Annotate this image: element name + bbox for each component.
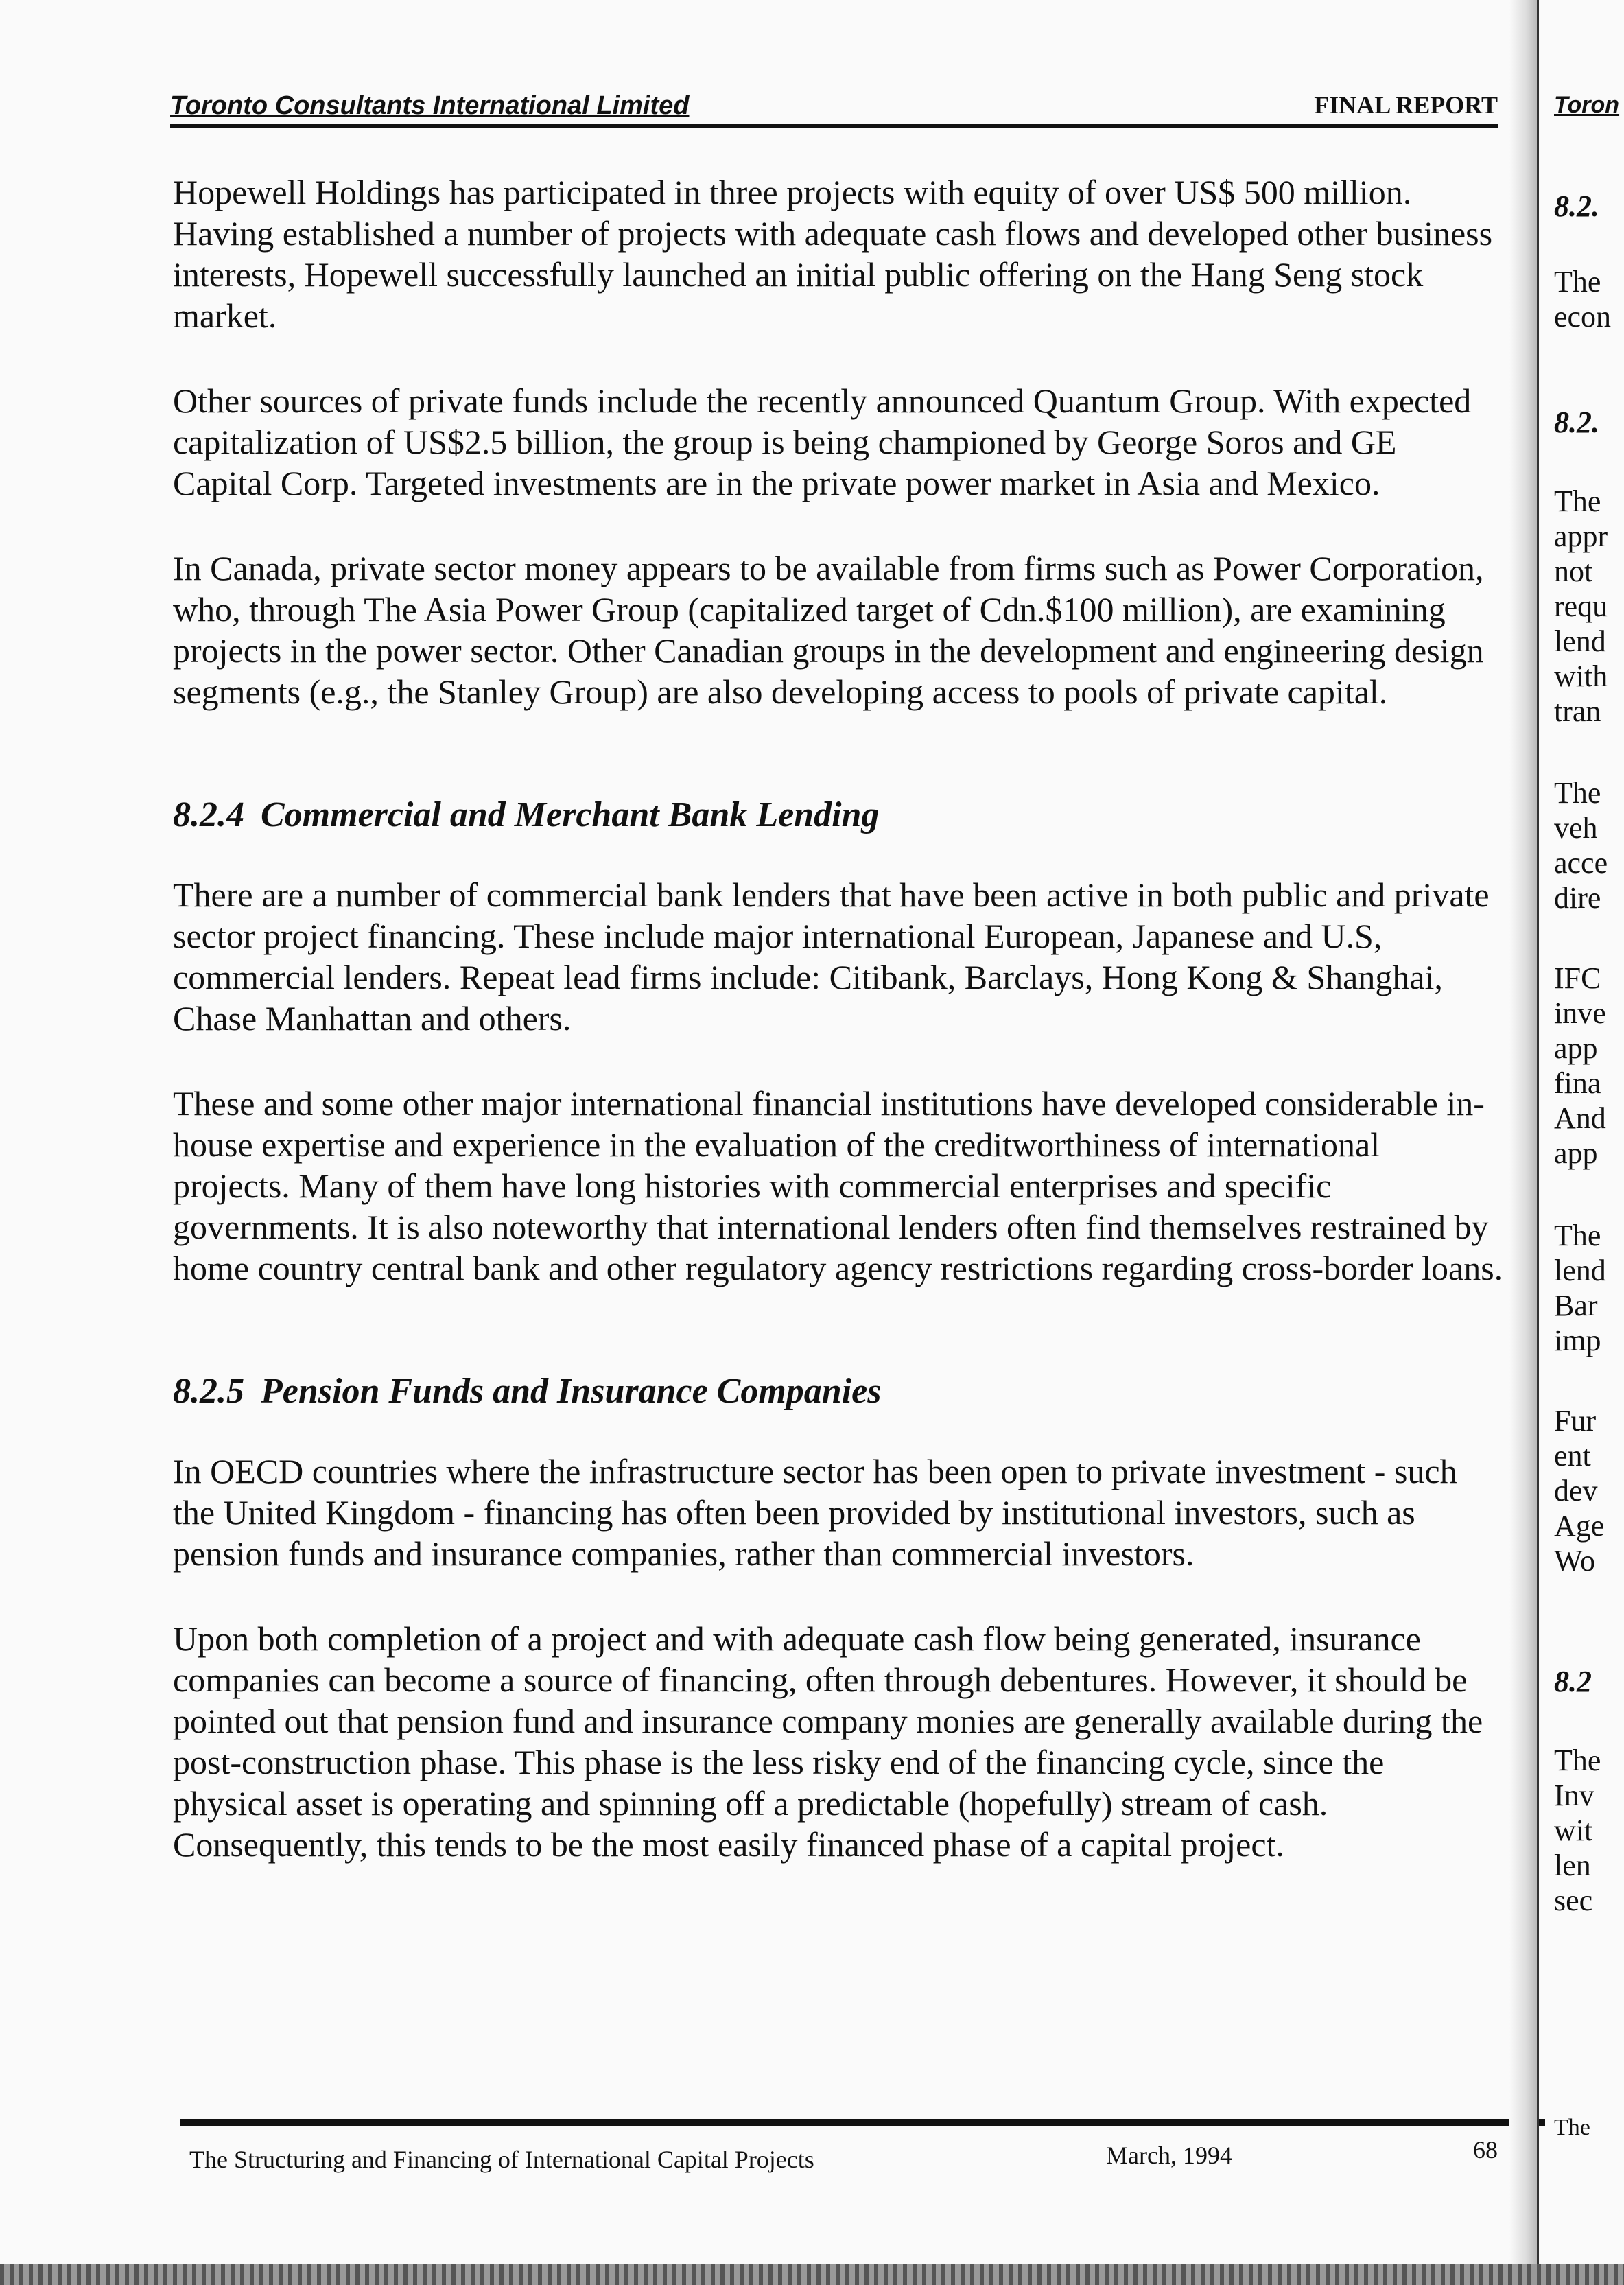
side-line: tran	[1554, 694, 1601, 728]
side-line: 8.2	[1554, 1665, 1592, 1698]
section-number: 8.2.5	[173, 1372, 244, 1411]
scan-edge	[0, 2264, 1624, 2285]
facing-page-fragment	[1537, 0, 1624, 2285]
side-line: with	[1554, 659, 1608, 693]
side-line: acce	[1554, 846, 1608, 880]
paragraph-oecd: In OECD countries where the infrastructure sector has been open to private investment - such the United Kingdom - financing has often been provided by institutional investors, such as pension funds and insurance companies, rather than commercial investors.	[173, 1452, 1457, 1573]
side-line: econ	[1554, 300, 1612, 333]
side-line: wit	[1554, 1814, 1593, 1847]
main-content	[173, 172, 1504, 1909]
side-line: app	[1554, 1136, 1598, 1170]
side-line: The	[1554, 484, 1601, 518]
side-line: And	[1554, 1101, 1606, 1135]
side-line: requ	[1554, 589, 1608, 623]
side-line: app	[1554, 1031, 1598, 1065]
side-line: veh	[1554, 811, 1598, 845]
section-heading-825	[173, 1371, 1504, 1412]
side-line: dire	[1554, 881, 1601, 915]
side-line: Bar	[1554, 1289, 1598, 1322]
side-line: len	[1554, 1849, 1591, 1882]
report-label: FINAL REPORT	[1314, 91, 1498, 119]
page-number: 68	[1473, 2136, 1498, 2164]
side-line: 8.2.	[1554, 189, 1599, 223]
side-line: sec	[1554, 1884, 1593, 1917]
footer-date: March, 1994	[1106, 2142, 1232, 2169]
side-line: The	[1554, 1219, 1601, 1252]
facing-page-header: Toron	[1554, 92, 1620, 118]
paragraph-commercial-lenders: There are a number of commercial bank lenders that have been active in both public and private sector project financing. These include major international European, Japanese and U.S, commercial lenders. Repeat lead firms include: Citibank, Barclays, Hong Kong & Shanghai, Chase Manhattan and others.	[173, 876, 1490, 1038]
paragraph-canada: In Canada, private sector money appears to be available from firms such as Power Corporation, who, through The Asia Power Group (capitalized target of Cdn.$100 million), are examining projects in the power sector. Other Canadian groups in the development and engineering design segments (e.g., the Stanley Group) are also developing access to pools of private capital.	[173, 549, 1484, 711]
side-line: ent	[1554, 1439, 1591, 1473]
page-fold-shadow	[1509, 0, 1537, 2285]
side-line: Age	[1554, 1509, 1605, 1543]
paragraph-quantum: Other sources of private funds include the recently announced Quantum Group. With expected capitalization of US$2.5 billion, the group is being championed by George Soros and GE Capital Corp. Targeted investments are in the private power market in Asia and Mexico.	[173, 382, 1472, 502]
side-line: Wo	[1554, 1544, 1596, 1578]
page-footer	[180, 2119, 1545, 2173]
side-line: dev	[1554, 1474, 1598, 1508]
side-line: Inv	[1554, 1779, 1594, 1812]
side-line: The	[1554, 1744, 1601, 1777]
side-line: Fur	[1554, 1404, 1597, 1438]
side-line: lend	[1554, 624, 1606, 658]
section-number: 8.2.4	[173, 795, 244, 834]
side-line: The	[1554, 2115, 1590, 2140]
section-title: Commercial and Merchant Bank Lending	[261, 795, 880, 834]
side-line: imp	[1554, 1324, 1601, 1357]
side-line: IFC	[1554, 961, 1601, 995]
side-line: appr	[1554, 519, 1608, 553]
company-name: Toronto Consultants International Limited	[170, 91, 690, 120]
section-title: Pension Funds and Insurance Companies	[261, 1372, 882, 1411]
side-line: The	[1554, 265, 1601, 298]
page-header	[170, 82, 1498, 128]
footer-document-title: The Structuring and Financing of International Capital Projects	[189, 2146, 814, 2173]
paragraph-hopewell: Hopewell Holdings has participated in three projects with equity of over US$ 500 million. Having established a number of projects with adequate cash flows and developed other business interests, Hopewell successfully launched an initial public offering on the Hang Seng stock market.	[173, 173, 1493, 335]
side-line: lend	[1554, 1254, 1606, 1287]
paragraph-institutions: These and some other major international financial institutions have developed considerable in-house expertise and experience in the evaluation of the creditworthiness of international projects. Many of them have long histories with commercial enterprises and specific governments. It is also noteworthy that international lenders often find themselves restrained by home country central bank and other regulatory agency restrictions regarding cross-border loans.	[173, 1084, 1503, 1287]
side-line: The	[1554, 776, 1601, 810]
side-line: fina	[1554, 1066, 1601, 1100]
paragraph-insurance: Upon both completion of a project and with adequate cash flow being generated, insurance companies can become a source of financing, often through debentures. However, it should be pointed out that pension fund and insurance company monies are generally available during the post-construction phase. This phase is the less risky end of the financing cycle, since the physical asset is operating and spinning off a predictable (hopefully) stream of cash. Consequently, this tends to be the most easily financed phase of a capital project.	[173, 1619, 1483, 1864]
side-line: 8.2.	[1554, 406, 1599, 439]
side-line: not	[1554, 554, 1593, 588]
side-line: inve	[1554, 996, 1606, 1030]
section-heading-824	[173, 795, 1504, 836]
